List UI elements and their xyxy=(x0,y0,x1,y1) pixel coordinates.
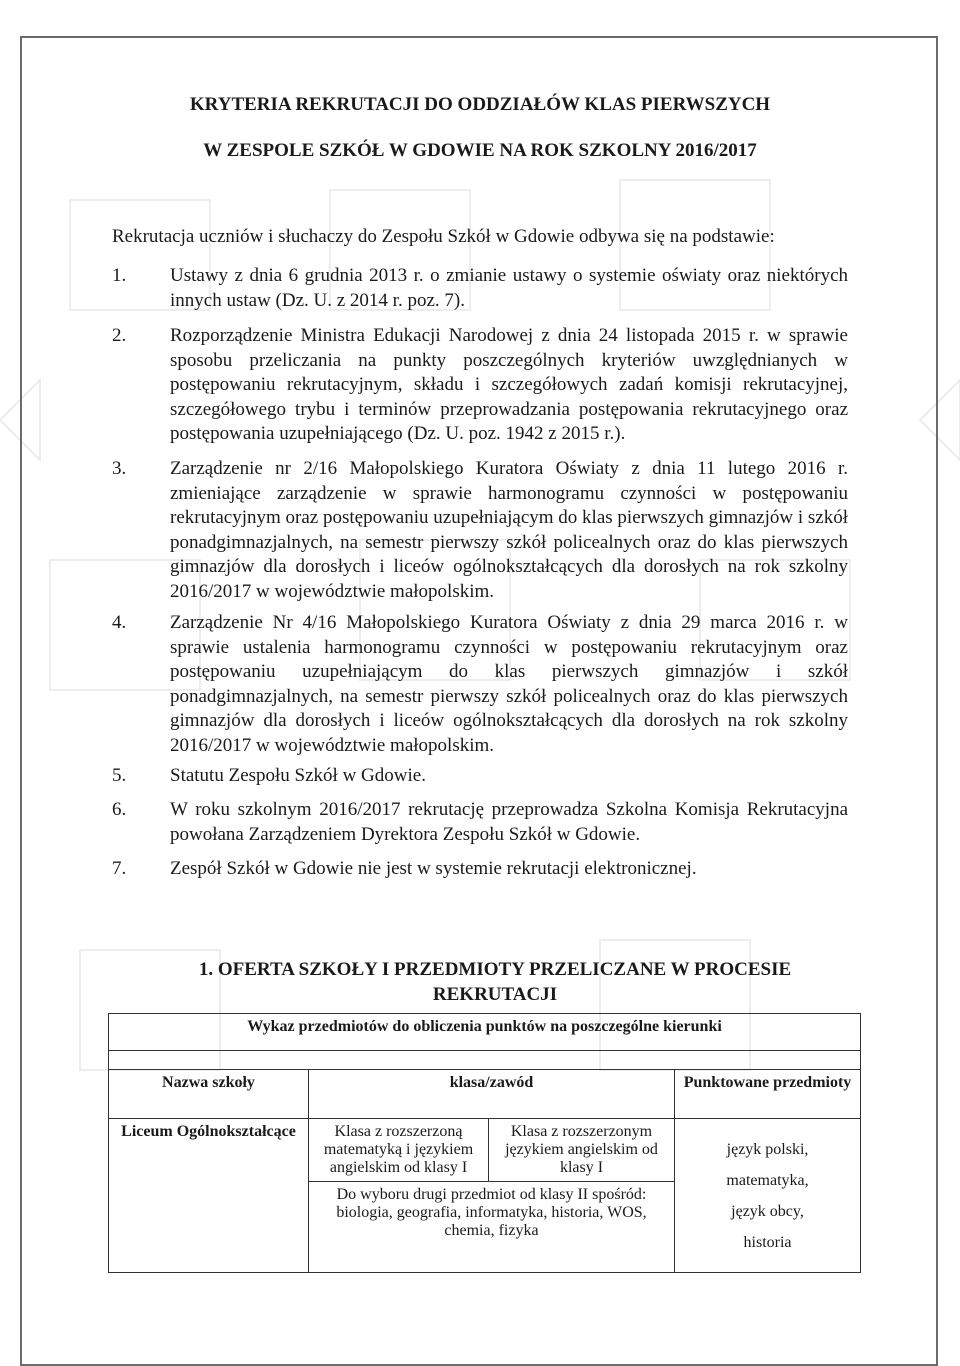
class-b-cell: Klasa z rozszerzonym językiem angielskim od klasy I xyxy=(489,1119,675,1182)
header-scored-subjects: Punktowane przedmioty xyxy=(675,1070,861,1119)
item-number: 3. xyxy=(112,458,127,479)
item-text: Zarządzenie nr 2/16 Małopolskiego Kuratora Oświaty z dnia 11 lutego 2016 r. zmieniające zarządzenie w sprawie harmonogramu czynności w postępowaniu rekrutacyjnym oraz postępowaniu uzupełniającym do klas pierwszych gimnazjów i szkół ponadgimnazjalnych, na semestr pierwszy szkół policealnych oraz do klas pierwszych gimnazjów dla dorosłych i liceów ogólnokształcących dla dorosłych na rok szkolny 2016/2017 w województwie małopolskim. xyxy=(170,458,848,602)
scored-subject: historia xyxy=(743,1233,792,1251)
item-text: Rozporządzenie Ministra Edukacji Narodowej z dnia 24 listopada 2015 r. w sprawie sposobu przeliczania na punkty poszczególnych kryteriów uwzględnianych w postępowaniu rekrutacyjnym, składu i szczegółowych zadań komisji rekrutacyjnej, szczegółowego trybu i terminów przeprowadzania postępowania rekrutacyjnego oraz postępowania uzupełniającego (Dz. U. poz. 1942 z 2015 r.). xyxy=(170,325,848,444)
scored-subject: matematyka, xyxy=(726,1171,809,1189)
document-title-line2: W ZESPOLE SZKÓŁ W GDOWIE NA ROK SZKOLNY 2016/2017 xyxy=(203,140,757,161)
item-text: Statutu Zespołu Szkół w Gdowie. xyxy=(170,765,426,786)
item-text: Zarządzenie Nr 4/16 Małopolskiego Kuratora Oświaty z dnia 29 marca 2016 r. w sprawie ustalenia harmonogramu czynności w postępowaniu rekrutacyjnym oraz postępowaniu uzupełniającym do klas pierwszych gimnazjów i szkół ponadgimnazjalnych, na semestr pierwszy szkół policealnych oraz do klas pierwszych gimnazjów dla dorosłych i liceów ogólnokształcących dla dorosłych na rok szkolny 2016/2017 w województwie małopolskim. xyxy=(170,612,848,756)
section-title: 1. OFERTA SZKOŁY I PRZEDMIOTY PRZELICZANE W PROCESIE REKRUTACJI xyxy=(198,959,792,1005)
intro-paragraph: Rekrutacja uczniów i słuchaczy do Zespołu Szkół w Gdowie odbywa się na podstawie: xyxy=(112,226,775,247)
school-name-cell: Liceum Ogólnokształcące xyxy=(109,1119,309,1273)
item-text: W roku szkolnym 2016/2017 rekrutację przeprowadza Szkolna Komisja Rekrutacyjna powołana Zarządzeniem Dyrektora Zespołu Szkół w Gdowie. xyxy=(170,799,848,845)
item-number: 2. xyxy=(112,325,127,346)
item-number: 5. xyxy=(112,765,127,786)
table-caption: Wykaz przedmiotów do obliczenia punktów na poszczególne kierunki xyxy=(109,1014,861,1051)
second-subject-cell: Do wyboru drugi przedmiot od klasy II spośród: biologia, geografia, informatyka, historia, WOS, chemia, fizyka xyxy=(309,1182,675,1273)
item-text: Ustawy z dnia 6 grudnia 2013 r. o zmianie ustawy o systemie oświaty oraz niektórych innych ustaw (Dz. U. z 2014 r. poz. 7). xyxy=(170,265,848,311)
item-number: 1. xyxy=(112,265,127,286)
header-class: klasa/zawód xyxy=(309,1070,675,1119)
table-spacer xyxy=(109,1051,861,1070)
item-text: Zespół Szkół w Gdowie nie jest w systemie rekrutacji elektronicznej. xyxy=(170,858,697,879)
scored-subject: język polski, xyxy=(726,1140,809,1158)
scored-subject: język obcy, xyxy=(731,1202,804,1220)
class-a-cell: Klasa z rozszerzoną matematyką i językiem angielskim od klasy I xyxy=(309,1119,489,1182)
item-number: 6. xyxy=(112,799,127,820)
subjects-table xyxy=(108,1013,861,1273)
header-school-name: Nazwa szkoły xyxy=(109,1070,309,1119)
item-number: 7. xyxy=(112,858,127,879)
item-number: 4. xyxy=(112,612,127,633)
scored-subjects-cell xyxy=(675,1119,861,1273)
document-title-line1: KRYTERIA REKRUTACJI DO ODDZIAŁÓW KLAS PIERWSZYCH xyxy=(189,94,771,115)
